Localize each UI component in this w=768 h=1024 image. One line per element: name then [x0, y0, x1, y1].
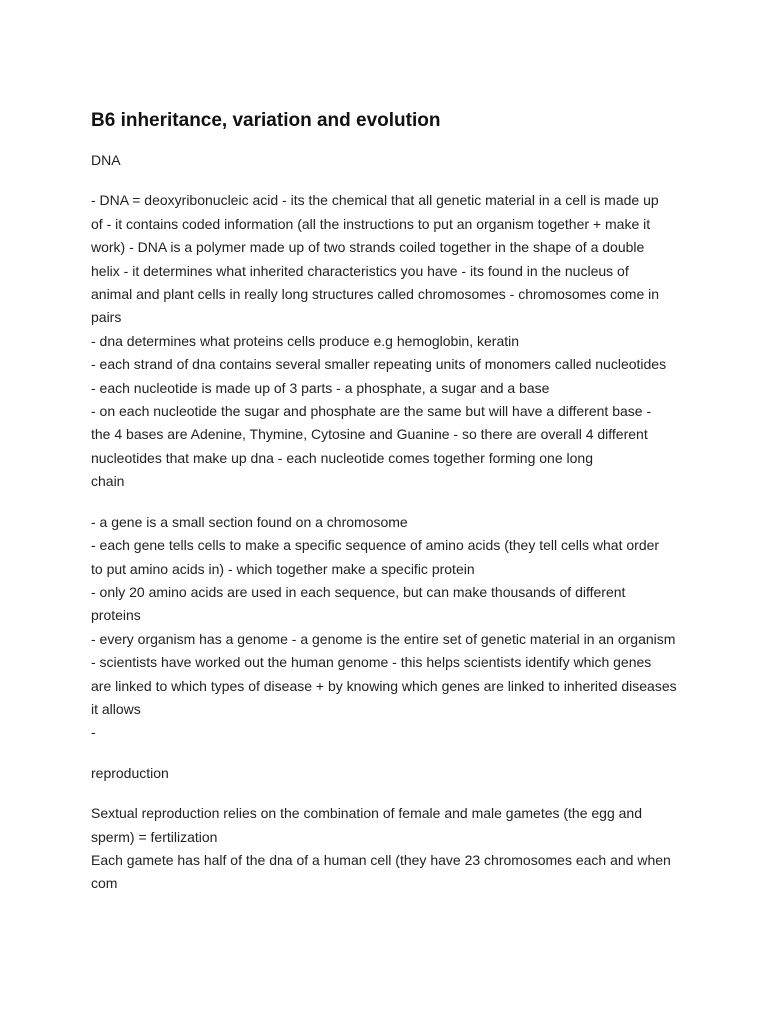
text-line: Sextual reproduction relies on the combination of female and male gametes (the egg and — [91, 805, 643, 822]
text-line: - DNA = deoxyribonucleic acid - its the chemical that all genetic material in a cell is made up — [91, 192, 659, 209]
reproduction-paragraph-1 — [91, 802, 681, 896]
spacer — [91, 745, 681, 762]
spacer — [91, 494, 681, 511]
text-line: helix - it determines what inherited characteristics you have - its found in the nucleus of — [91, 262, 629, 279]
text-line: - dna determines what proteins cells produce e.g hemoglobin, keratin — [91, 332, 520, 349]
text-line: pairs — [91, 309, 122, 326]
section-heading-reproduction: reproduction — [91, 764, 169, 781]
text-line: - on each nucleotide the sugar and phosphate are the same but will have a different base - — [91, 403, 652, 420]
text-line: chain — [91, 473, 125, 490]
text-line: nucleotides that make up dna - each nucleotide comes together forming one long — [91, 449, 593, 466]
text-line: - — [91, 724, 96, 741]
text-line: to put amino acids in) - which together make a specific protein — [91, 560, 475, 577]
text-line: - each gene tells cells to make a specific sequence of amino acids (they tell cells what order — [91, 537, 660, 554]
text-line: - scientists have worked out the human genome - this helps scientists identify which genes — [91, 654, 652, 671]
text-line: are linked to which types of disease + by knowing which genes are linked to inherited diseases — [91, 677, 677, 694]
document-title: B6 inheritance, variation and evolution — [91, 110, 441, 131]
text-line: - each nucleotide is made up of 3 parts - a phosphate, a sugar and a base — [91, 379, 550, 396]
text-line: it allows — [91, 700, 141, 717]
spacer — [91, 172, 681, 189]
text-line: proteins — [91, 607, 141, 624]
text-line: - each strand of dna contains several smaller repeating units of monomers called nucleotides — [91, 356, 667, 373]
text-line: animal and plant cells in really long structures called chromosomes - chromosomes come in — [91, 286, 660, 303]
text-line: of - it contains coded information (all the instructions to put an organism together + make it — [91, 215, 651, 232]
spacer — [91, 785, 681, 802]
text-line: - every organism has a genome - a genome is the entire set of genetic material in an organism — [91, 630, 676, 647]
text-line: sperm) = fertilization — [91, 828, 218, 845]
text-line: the 4 bases are Adenine, Thymine, Cytosine and Guanine - so there are overall 4 different — [91, 426, 648, 443]
document-content — [91, 108, 681, 896]
dna-paragraph-2 — [91, 511, 681, 745]
text-line: com — [91, 875, 118, 892]
text-line: Each gamete has half of the dna of a human cell (they have 23 chromosomes each and when — [91, 851, 671, 868]
text-line: work) - DNA is a polymer made up of two strands coiled together in the shape of a double — [91, 239, 645, 256]
section-heading-dna: DNA — [91, 152, 121, 168]
dna-paragraph-1 — [91, 189, 681, 493]
text-line: - only 20 amino acids are used in each sequence, but can make thousands of different — [91, 583, 626, 600]
text-line: - a gene is a small section found on a chromosome — [91, 513, 408, 530]
